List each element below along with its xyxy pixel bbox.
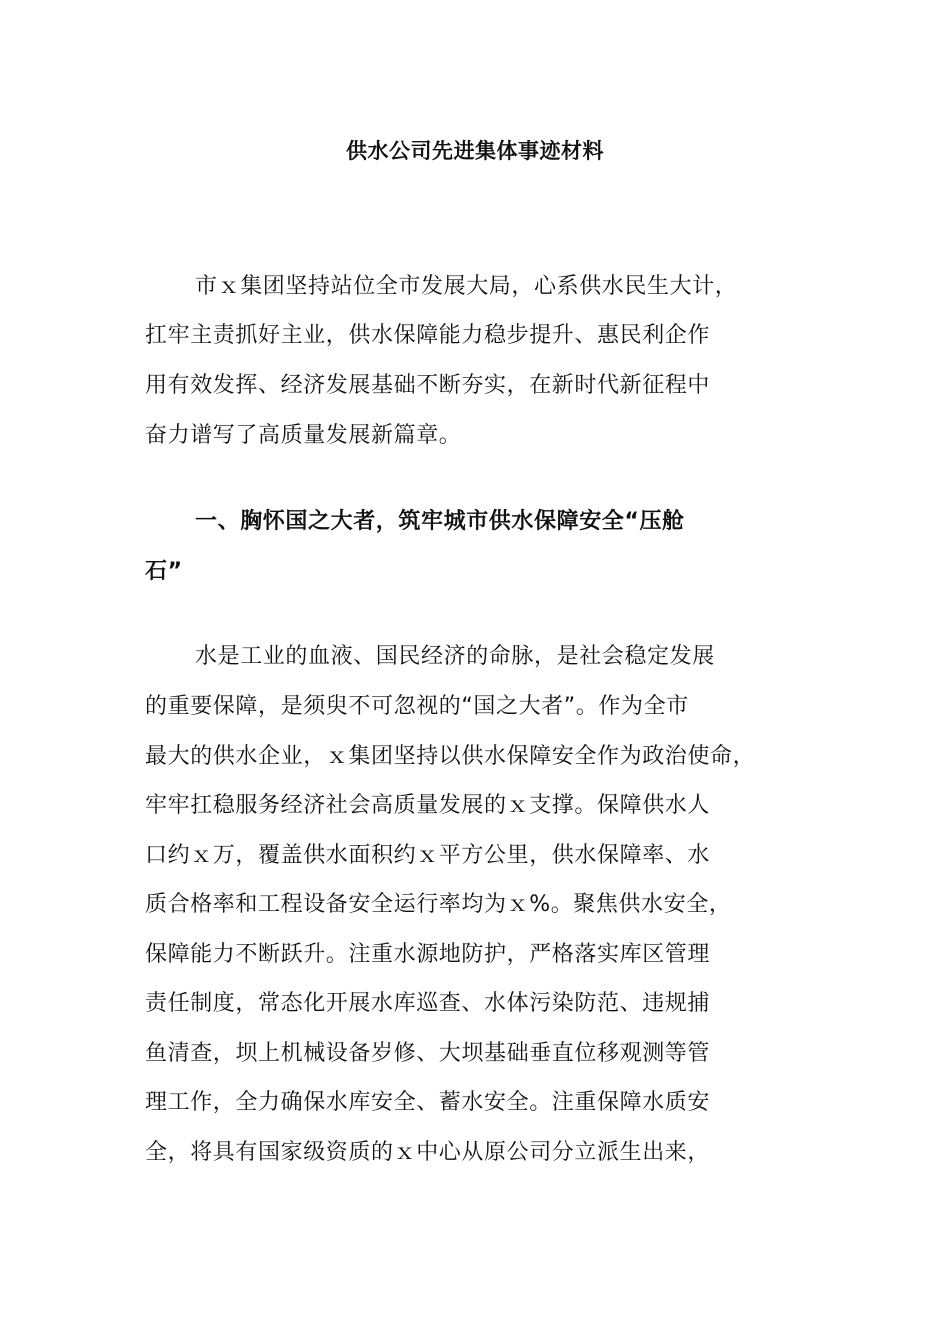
body-line: 理工作，全力确保水库安全、蓄水安全。注重保障水质安 <box>145 1090 711 1115</box>
body-line: 责任制度，常态化开展水库巡查、水体污染防范、违规捕 <box>145 991 711 1016</box>
body-line: 牢牢扛稳服务经济社会高质量发展的ｘ支撑。保障供水人 <box>145 793 711 818</box>
body-line: 最大的供水企业，ｘ集团坚持以供水保障安全作为政治使命， <box>145 744 756 769</box>
section-heading-line: 一、胸怀国之大者，筑牢城市供水保障安全“压舱 <box>195 509 685 534</box>
body-line: 保障能力不断跃升。注重水源地防护，严格落实库区管理 <box>145 942 711 967</box>
intro-line: 奋力谱写了高质量发展新篇章。 <box>145 423 462 448</box>
body-line: 口约ｘ万，覆盖供水面积约ｘ平方公里，供水保障率、水 <box>145 843 711 868</box>
body-line: 鱼清查，坝上机械设备岁修、大坝基础垂直位移观测等管 <box>145 1041 711 1066</box>
intro-line: 市ｘ集团坚持站位全市发展大局，心系供水民生大计， <box>195 274 738 299</box>
body-line: 的重要保障，是须臾不可忽视的“国之大者”。作为全市 <box>145 694 689 719</box>
body-line: 全，将具有国家级资质的ｘ中心从原公司分立派生出来， <box>145 1140 711 1165</box>
section-heading-line: 石” <box>145 559 183 584</box>
intro-line: 用有效发挥、经济发展基础不断夯实，在新时代新征程中 <box>145 373 711 398</box>
body-line: 质合格率和工程设备安全运行率均为ｘ%。聚焦供水安全， <box>145 892 732 917</box>
intro-line: 扛牢主责抓好主业，供水保障能力稳步提升、惠民利企作 <box>145 323 711 348</box>
document-title: 供水公司先进集体事迹材料 <box>346 139 604 163</box>
body-line: 水是工业的血液、国民经济的命脉，是社会稳定发展 <box>195 644 715 669</box>
